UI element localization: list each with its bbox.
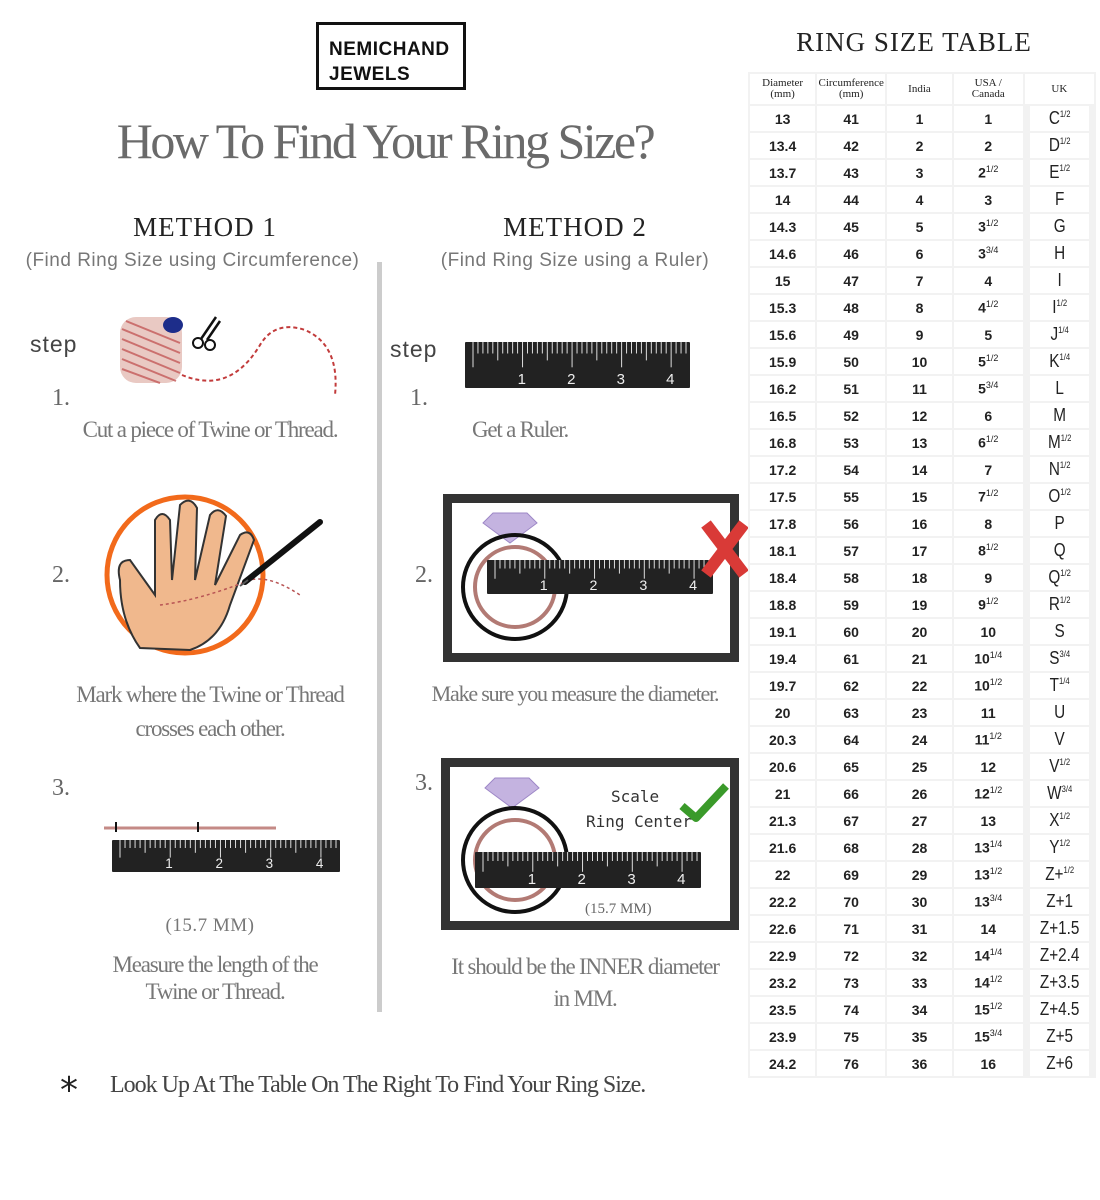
cell-uk: $E^{1/2}$	[1029, 159, 1090, 186]
cell-india: 1	[886, 105, 953, 132]
cell-diameter: 22.6	[749, 915, 816, 942]
cell-usa: 6	[953, 402, 1024, 429]
cell-diameter: 15.3	[749, 294, 816, 321]
ruler-number: 4	[689, 578, 698, 594]
method2-step2-text: Make sure you measure the diameter.	[431, 681, 719, 706]
table-row	[749, 402, 1095, 429]
table-row	[749, 429, 1095, 456]
table-row	[749, 564, 1095, 591]
brand-logo	[316, 22, 466, 90]
cell-circumference: 48	[816, 294, 886, 321]
cell-uk: I	[1029, 267, 1090, 294]
ruler-number: 4	[677, 871, 686, 888]
cell-india: 23	[886, 699, 953, 726]
cell-india: 11	[886, 375, 953, 402]
ruler-number: 2	[567, 371, 576, 388]
method1-step2-text-2: crosses each other.	[135, 716, 285, 741]
cell-diameter: 22.9	[749, 942, 816, 969]
cell-uk: Q	[1029, 537, 1090, 564]
column-divider	[377, 262, 382, 1012]
table-row	[749, 240, 1095, 267]
cell-usa: 4	[953, 267, 1024, 294]
method1-subtitle: (Find Ring Size using Circumference)	[25, 250, 360, 271]
cell-circumference: 61	[816, 645, 886, 672]
table-row	[749, 456, 1095, 483]
page-title: How To Find Your Ring Size?	[116, 113, 654, 169]
cell-diameter: 14	[749, 186, 816, 213]
cell-india: 8	[886, 294, 953, 321]
method2-step3-measure: (15.7 MM)	[585, 901, 652, 917]
ring-size-table-title: RING SIZE TABLE	[796, 27, 1032, 57]
ruler-number: 2	[577, 871, 586, 888]
table-row	[749, 1023, 1095, 1050]
table-row	[749, 186, 1095, 213]
cell-circumference: 63	[816, 699, 886, 726]
cell-usa: $3^{1/2}$	[953, 213, 1024, 240]
cell-diameter: 17.2	[749, 456, 816, 483]
table-row	[749, 510, 1095, 537]
ruler-number: 1	[539, 578, 548, 594]
cell-uk: Z+5	[1029, 1023, 1090, 1050]
table-body	[749, 105, 1095, 1077]
ruler-method2-step2	[487, 560, 713, 594]
cell-usa: $10^{1/4}$	[953, 645, 1024, 672]
cell-diameter: 20.6	[749, 753, 816, 780]
cell-usa: 10	[953, 618, 1024, 645]
cell-diameter: 19.7	[749, 672, 816, 699]
cell-usa: 5	[953, 321, 1024, 348]
cell-circumference: 50	[816, 348, 886, 375]
cell-usa: $5^{1/2}$	[953, 348, 1024, 375]
cell-usa: 13	[953, 807, 1024, 834]
table-row	[749, 618, 1095, 645]
cell-usa: $9^{1/2}$	[953, 591, 1024, 618]
scissors-icon	[193, 317, 220, 350]
ruler-number: 3	[616, 371, 625, 388]
cell-uk: $J^{1/4}$	[1029, 321, 1090, 348]
cell-diameter: 14.6	[749, 240, 816, 267]
cell-usa: $8^{1/2}$	[953, 537, 1024, 564]
cell-usa: 16	[953, 1050, 1024, 1077]
cell-india: 34	[886, 996, 953, 1023]
table-row	[749, 348, 1095, 375]
hand-icon	[119, 501, 254, 650]
cell-uk: Z+6	[1029, 1050, 1090, 1077]
cell-circumference: 58	[816, 564, 886, 591]
method1-step1-number: 1.	[52, 385, 70, 411]
method2-step-label: step	[390, 336, 438, 362]
header-india-l1: India	[908, 82, 931, 95]
cell-uk: Z+1	[1029, 888, 1090, 915]
cell-circumference: 72	[816, 942, 886, 969]
method2-step3-number: 3.	[415, 770, 433, 796]
ruler-method2-step3	[475, 852, 701, 888]
cell-diameter: 21	[749, 780, 816, 807]
table-row	[749, 159, 1095, 186]
cell-diameter: 13.4	[749, 132, 816, 159]
cell-circumference: 53	[816, 429, 886, 456]
cell-diameter: 23.2	[749, 969, 816, 996]
method1-step-label: step	[30, 331, 78, 357]
cell-usa: 11	[953, 699, 1024, 726]
method1-title: METHOD 1	[133, 212, 277, 242]
cell-uk: $D^{1/2}$	[1029, 132, 1090, 159]
ruler-number: 1	[517, 371, 526, 388]
cell-circumference: 49	[816, 321, 886, 348]
hand-illustration	[100, 490, 330, 665]
method2-title: METHOD 2	[503, 212, 647, 242]
cell-diameter: 15.9	[749, 348, 816, 375]
cell-uk: S	[1029, 618, 1090, 645]
cell-diameter: 23.5	[749, 996, 816, 1023]
cell-usa: $11^{1/2}$	[953, 726, 1024, 753]
cell-india: 3	[886, 159, 953, 186]
cell-circumference: 41	[816, 105, 886, 132]
cell-india: 18	[886, 564, 953, 591]
cell-uk: $C^{1/2}$	[1029, 105, 1090, 132]
cell-uk: M	[1029, 402, 1090, 429]
cell-india: 21	[886, 645, 953, 672]
cell-usa: 7	[953, 456, 1024, 483]
table-header-row	[749, 73, 1095, 105]
cell-diameter: 19.4	[749, 645, 816, 672]
cell-uk: F	[1029, 186, 1090, 213]
cell-india: 33	[886, 969, 953, 996]
cell-uk: $S^{3/4}$	[1029, 645, 1090, 672]
cell-uk: $O^{1/2}$	[1029, 483, 1090, 510]
cell-diameter: 20	[749, 699, 816, 726]
method1-step3-number: 3.	[52, 775, 70, 801]
cell-india: 17	[886, 537, 953, 564]
cell-diameter: 13	[749, 105, 816, 132]
cell-india: 10	[886, 348, 953, 375]
ruler-number: 4	[666, 371, 675, 388]
cell-circumference: 75	[816, 1023, 886, 1050]
cell-uk: $N^{1/2}$	[1029, 456, 1090, 483]
cell-circumference: 43	[816, 159, 886, 186]
table-row	[749, 1050, 1095, 1077]
ring-center-label: Ring Center	[586, 812, 692, 831]
table-row	[749, 996, 1095, 1023]
table-row	[749, 807, 1095, 834]
cell-usa: $13^{1/2}$	[953, 861, 1024, 888]
table-row	[749, 699, 1095, 726]
method2-step1-text: Get a Ruler.	[471, 417, 569, 442]
cell-india: 29	[886, 861, 953, 888]
cell-usa: $6^{1/2}$	[953, 429, 1024, 456]
table-row	[749, 780, 1095, 807]
cell-diameter: 24.2	[749, 1050, 816, 1077]
cell-india: 27	[886, 807, 953, 834]
method1-step3-text-1: Measure the length of the	[112, 952, 318, 977]
table-row	[749, 267, 1095, 294]
cell-usa: $15^{1/2}$	[953, 996, 1024, 1023]
table-row	[749, 753, 1095, 780]
cell-diameter: 16.8	[749, 429, 816, 456]
cell-usa: $7^{1/2}$	[953, 483, 1024, 510]
method1-step3-measure: (15.7 MM)	[165, 915, 255, 936]
cell-uk: Z+3.5	[1029, 969, 1090, 996]
cell-usa: $3^{3/4}$	[953, 240, 1024, 267]
cell-circumference: 68	[816, 834, 886, 861]
cell-india: 30	[886, 888, 953, 915]
cell-usa: $13^{1/4}$	[953, 834, 1024, 861]
method1-step2-number: 2.	[52, 562, 70, 588]
cell-diameter: 18.4	[749, 564, 816, 591]
cell-india: 15	[886, 483, 953, 510]
cell-circumference: 66	[816, 780, 886, 807]
method1-step3-text-2: Twine or Thread.	[145, 979, 285, 1004]
cell-india: 9	[886, 321, 953, 348]
cell-circumference: 45	[816, 213, 886, 240]
cell-uk: U	[1029, 699, 1090, 726]
cell-diameter: 20.3	[749, 726, 816, 753]
cell-india: 6	[886, 240, 953, 267]
cell-circumference: 47	[816, 267, 886, 294]
table-row	[749, 213, 1095, 240]
cell-diameter: 15.6	[749, 321, 816, 348]
cell-usa: 9	[953, 564, 1024, 591]
cell-india: 14	[886, 456, 953, 483]
cell-diameter: 23.9	[749, 1023, 816, 1050]
cell-usa: 12	[953, 753, 1024, 780]
cell-india: 16	[886, 510, 953, 537]
ruler-method2-step1	[465, 342, 690, 388]
table-row	[749, 888, 1095, 915]
method2-step1-number: 1.	[410, 385, 428, 411]
cell-circumference: 46	[816, 240, 886, 267]
cell-usa: 2	[953, 132, 1024, 159]
method2-step3-text-2: in MM.	[553, 986, 617, 1011]
cell-india: 28	[886, 834, 953, 861]
diamond-icon	[485, 778, 539, 808]
method1-step2-text-1: Mark where the Twine or Thread	[76, 682, 344, 707]
header-diameter-l1: Diameter	[762, 77, 804, 89]
footer-note: Look Up At The Table On The Right To Find Your Ring Size.	[110, 1072, 646, 1098]
header-usa-l2: Canada	[971, 88, 1005, 100]
cell-circumference: 55	[816, 483, 886, 510]
method2-subtitle: (Find Ring Size using a Ruler)	[440, 250, 710, 271]
cell-india: 20	[886, 618, 953, 645]
cell-usa: $14^{1/2}$	[953, 969, 1024, 996]
cell-india: 13	[886, 429, 953, 456]
cell-uk: Z+1.5	[1029, 915, 1090, 942]
cell-circumference: 65	[816, 753, 886, 780]
table-row	[749, 861, 1095, 888]
header-uk	[1024, 73, 1095, 105]
cell-uk: $W^{3/4}$	[1029, 780, 1090, 807]
cell-circumference: 67	[816, 807, 886, 834]
cell-circumference: 60	[816, 618, 886, 645]
method1-step1-text: Cut a piece of Twine or Thread.	[82, 417, 338, 442]
ruler-number: 1	[527, 871, 537, 888]
cell-diameter: 15	[749, 267, 816, 294]
ring-illustration-step3	[455, 770, 585, 920]
cell-usa: $12^{1/2}$	[953, 780, 1024, 807]
cell-diameter: 18.1	[749, 537, 816, 564]
cell-circumference: 64	[816, 726, 886, 753]
header-uk-l1: UK	[1051, 82, 1068, 95]
header-india	[886, 73, 953, 105]
cell-diameter: 19.1	[749, 618, 816, 645]
cell-uk: Z+2.4	[1029, 942, 1090, 969]
table-row	[749, 726, 1095, 753]
thread-line	[102, 820, 278, 834]
header-usa-canada	[953, 73, 1024, 105]
cell-circumference: 76	[816, 1050, 886, 1077]
ruler-number: 2	[215, 856, 223, 871]
cell-india: 36	[886, 1050, 953, 1077]
cell-diameter: 22	[749, 861, 816, 888]
table-row	[749, 537, 1095, 564]
cell-diameter: 22.2	[749, 888, 816, 915]
cell-india: 19	[886, 591, 953, 618]
cell-circumference: 69	[816, 861, 886, 888]
table-row	[749, 645, 1095, 672]
table-row	[749, 294, 1095, 321]
cell-diameter: 16.5	[749, 402, 816, 429]
ruler-number: 3	[627, 871, 636, 888]
ruler-number: 2	[589, 578, 598, 594]
table-row	[749, 591, 1095, 618]
cell-circumference: 71	[816, 915, 886, 942]
cell-uk: H	[1029, 240, 1090, 267]
cell-uk: $R^{1/2}$	[1029, 591, 1090, 618]
cell-diameter: 17.5	[749, 483, 816, 510]
asterisk-icon: *	[60, 1070, 78, 1111]
cell-circumference: 57	[816, 537, 886, 564]
cell-circumference: 70	[816, 888, 886, 915]
cell-diameter: 13.7	[749, 159, 816, 186]
table-row	[749, 969, 1095, 996]
table-row	[749, 915, 1095, 942]
cell-usa: $15^{3/4}$	[953, 1023, 1024, 1050]
header-diameter	[749, 73, 816, 105]
cell-india: 35	[886, 1023, 953, 1050]
cell-circumference: 59	[816, 591, 886, 618]
scale-label: Scale	[611, 787, 660, 806]
header-circumference	[816, 73, 886, 105]
method2-step3-text-1: It should be the INNER diameter	[451, 954, 719, 979]
thread-spool-icon	[120, 317, 183, 383]
cell-circumference: 42	[816, 132, 886, 159]
cell-circumference: 52	[816, 402, 886, 429]
ruler-number: 3	[639, 578, 648, 594]
cell-uk: $Q^{1/2}$	[1029, 564, 1090, 591]
cell-india: 22	[886, 672, 953, 699]
cell-uk: $Y^{1/2}$	[1029, 834, 1090, 861]
cell-uk: P	[1029, 510, 1090, 537]
cell-diameter: 21.6	[749, 834, 816, 861]
ruler-number: 4	[315, 856, 324, 871]
cell-diameter: 21.3	[749, 807, 816, 834]
cell-circumference: 54	[816, 456, 886, 483]
table-row	[749, 834, 1095, 861]
cell-uk: $I^{1/2}$	[1029, 294, 1090, 321]
cell-uk: $X^{1/2}$	[1029, 807, 1090, 834]
cell-india: 24	[886, 726, 953, 753]
cell-usa: $4^{1/2}$	[953, 294, 1024, 321]
ring-size-table	[748, 72, 1096, 1078]
brand-line2: JEWELS	[329, 64, 411, 85]
cell-usa: 14	[953, 915, 1024, 942]
cell-uk: $M^{1/2}$	[1029, 429, 1090, 456]
cell-india: 4	[886, 186, 953, 213]
cell-circumference: 56	[816, 510, 886, 537]
cell-india: 7	[886, 267, 953, 294]
cell-india: 26	[886, 780, 953, 807]
cell-usa: 3	[953, 186, 1024, 213]
cell-diameter: 14.3	[749, 213, 816, 240]
method2-step2-number: 2.	[415, 562, 433, 588]
header-diameter-l2: (mm)	[770, 88, 795, 100]
table-row	[749, 105, 1095, 132]
cell-uk: Z+$^{1/2}$	[1029, 861, 1090, 888]
ruler-number: 1	[165, 856, 173, 871]
cell-usa: $14^{1/4}$	[953, 942, 1024, 969]
cell-usa: $10^{1/2}$	[953, 672, 1024, 699]
cell-usa: 1	[953, 105, 1024, 132]
thread-spool-illustration	[110, 305, 360, 405]
cell-circumference: 74	[816, 996, 886, 1023]
table-row	[749, 132, 1095, 159]
cell-usa: $5^{3/4}$	[953, 375, 1024, 402]
cell-india: 2	[886, 132, 953, 159]
cell-usa: $13^{3/4}$	[953, 888, 1024, 915]
cell-uk: Z+4.5	[1029, 996, 1090, 1023]
cell-usa: $2^{1/2}$	[953, 159, 1024, 186]
cell-uk: $T^{1/4}$	[1029, 672, 1090, 699]
header-usa-l1: USA /	[974, 77, 1002, 89]
cell-circumference: 62	[816, 672, 886, 699]
cell-uk: L	[1029, 375, 1090, 402]
cell-india: 5	[886, 213, 953, 240]
cell-india: 25	[886, 753, 953, 780]
ruler-number: 3	[265, 856, 274, 871]
cell-usa: 8	[953, 510, 1024, 537]
header-circumference-l1: Circumference	[818, 77, 884, 89]
ruler-method1-step3	[112, 840, 340, 872]
cell-circumference: 73	[816, 969, 886, 996]
cell-diameter: 17.8	[749, 510, 816, 537]
brand-line1: NEMICHAND	[329, 39, 450, 60]
cell-uk: G	[1029, 213, 1090, 240]
wrong-x-icon	[700, 518, 750, 580]
check-icon	[678, 780, 730, 824]
header-circumference-l2: (mm)	[838, 88, 864, 100]
cell-india: 32	[886, 942, 953, 969]
cell-india: 31	[886, 915, 953, 942]
table-row	[749, 672, 1095, 699]
cell-diameter: 16.2	[749, 375, 816, 402]
cell-uk: V	[1029, 726, 1090, 753]
cell-diameter: 18.8	[749, 591, 816, 618]
table-row	[749, 375, 1095, 402]
cell-india: 12	[886, 402, 953, 429]
table-row	[749, 942, 1095, 969]
table-row	[749, 321, 1095, 348]
table-row	[749, 483, 1095, 510]
cell-circumference: 44	[816, 186, 886, 213]
cell-circumference: 51	[816, 375, 886, 402]
cell-uk: $V^{1/2}$	[1029, 753, 1090, 780]
cell-uk: $K^{1/4}$	[1029, 348, 1090, 375]
